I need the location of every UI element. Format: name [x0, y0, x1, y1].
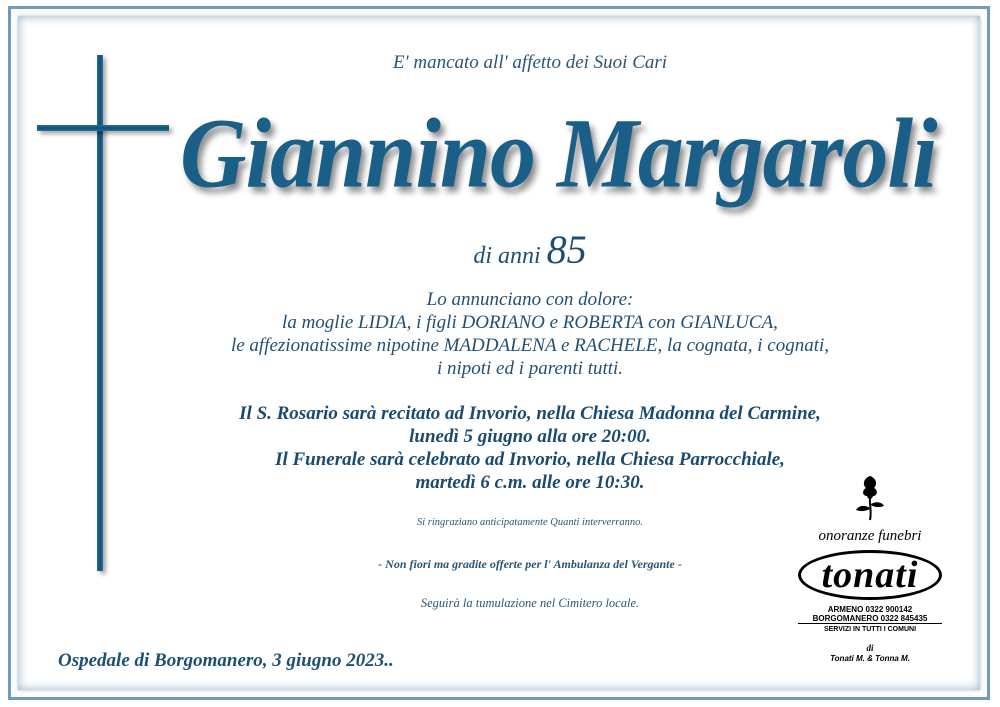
cross-horizontal-bar: [37, 125, 169, 131]
no-flowers-line: - Non fiori ma gradite offerte per l' Ambulanza del Vergante -: [378, 557, 682, 571]
burial-line: Seguirà la tumulazione nel Cimitero locale.: [420, 596, 640, 610]
place-date: Ospedale di Borgomanero, 3 giugno 2023..: [58, 650, 394, 671]
divider: [798, 623, 942, 624]
rites-line: Il S. Rosario sarà recitato ad Invorio, nella Chiesa Madonna del Carmine,: [239, 403, 821, 424]
thanks-line: Si ringraziano anticipatamente Quanti interverranno.: [416, 517, 644, 528]
flower-logo-icon: [850, 470, 890, 522]
funeral-home-logo: [798, 550, 942, 600]
cross-vertical-bar: [97, 55, 103, 571]
announcement-block: [200, 288, 860, 380]
address-line: BORGOMANERO 0322 845435: [812, 614, 928, 623]
age-label: di anni: [473, 243, 541, 269]
services-line: SERVIZI IN TUTTI I COMUNI: [823, 626, 917, 633]
di-label: di: [866, 643, 874, 653]
announcement-line: Lo annunciano con dolore:: [426, 289, 634, 310]
funeral-home-address: [790, 605, 950, 623]
funeral-home-block: [790, 470, 950, 663]
rites-line: Il Funerale sarà celebrato ad Invorio, nella Chiesa Parrocchiale,: [275, 449, 785, 470]
age-value: 85: [546, 227, 587, 272]
intro-line: E' mancato all' affetto dei Suoi Cari: [392, 52, 668, 73]
announcement-line: la moglie LIDIA, i figli DORIANO e ROBERTA con GIANLUCA,: [282, 312, 778, 333]
address-line: ARMENO 0322 900142: [827, 605, 913, 614]
funeral-home-label: onoranze funebri: [818, 528, 922, 544]
age-line: [200, 226, 860, 273]
funeral-home-name: tonati: [821, 554, 919, 596]
owners-line: Tonati M. & Tonna M.: [830, 654, 910, 663]
deceased-name: Giannino Margaroli: [180, 97, 937, 209]
rites-block: [200, 402, 860, 494]
announcement-line: le affezionatissime nipotine MADDALENA e RACHELE, la cognata, i cognati,: [230, 335, 830, 356]
rites-line: martedì 6 c.m. alle ore 10:30.: [415, 472, 645, 493]
announcement-line: i nipoti ed i parenti tutti.: [436, 358, 624, 379]
rites-line: lunedì 5 giugno alla ore 20:00.: [409, 426, 651, 447]
